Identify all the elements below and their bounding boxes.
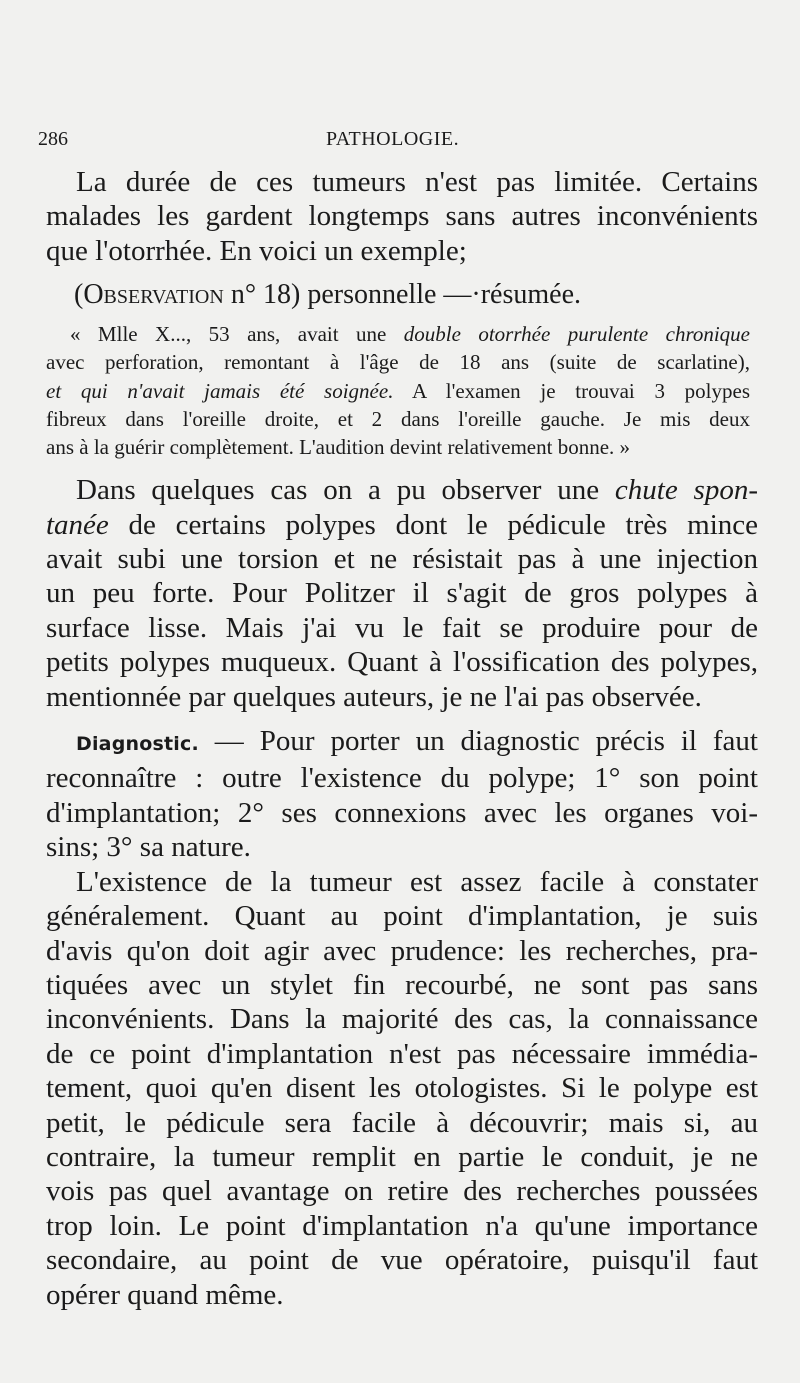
text-line: petits polypes muqueux. Quant à l'ossification des polypes,	[46, 646, 758, 679]
observation-paren: (	[74, 279, 84, 311]
page-header	[38, 125, 758, 165]
quote-line: ans à la guérir complètement. L'audition devint relativement bonne. »	[46, 435, 631, 460]
page-number: 286	[38, 128, 68, 150]
text-line: secondaire, au point de vue opératoire, puisqu'il faut	[46, 1244, 758, 1277]
observation-label: Observation	[83, 279, 224, 311]
text-line: de ce point d'implantation n'est pas nécessaire immédia-	[46, 1037, 758, 1070]
text-line: un peu forte. Pour Politzer il s'agit de gros polypes à	[46, 577, 758, 610]
quote-line: avec perforation, remontant à l'âge de 18 ans (suite de scarlatine),	[46, 350, 750, 375]
text-line: mentionnée par quelques auteurs, je ne l'ai pas observée.	[46, 680, 702, 713]
text-line: inconvénients. Dans la majorité des cas, la connaissance	[46, 1003, 758, 1036]
diagnostic-paragraph	[46, 724, 758, 865]
spontaneous-fall-paragraph	[46, 473, 758, 714]
text-line: que l'otorrhée. En voici un exemple;	[46, 234, 467, 267]
observation-rest: n° 18) personnelle —·résumée.	[223, 279, 582, 311]
text-run: — Pour porter un diagnostic précis il faut	[198, 725, 758, 758]
text-line: opérer quand même.	[46, 1278, 284, 1311]
quote-line	[46, 377, 750, 405]
text-line: tiquées avec un stylet fin recourbé, ne sont pas sans	[46, 968, 758, 1001]
text-line	[46, 508, 758, 542]
text-italic: tanée	[46, 508, 109, 541]
text-run: Dans quelques cas on a pu observer une	[76, 474, 615, 507]
quote-italic: et qui n'avait jamais été soignée.	[46, 378, 394, 403]
text-line: d'avis qu'on doit agir avec prudence: les recherches, pra-	[46, 934, 758, 967]
quote-line	[46, 320, 750, 348]
text-line: sins; 3° sa nature.	[46, 831, 251, 864]
text-line: reconnaître : outre l'existence du polype; 1° son point	[46, 762, 758, 795]
quote-line: fibreux dans l'oreille droite, et 2 dans l'oreille gauche. Je mis deux	[46, 406, 750, 431]
quote-text: A l'examen je trouvai 3 polypes	[393, 378, 750, 403]
text-line: malades les gardent longtemps sans autres inconvénients	[46, 200, 758, 233]
diagnostic-heading: Diagnostic.	[76, 733, 199, 756]
implantation-paragraph	[46, 865, 758, 1312]
running-title: PATHOLOGIE.	[326, 128, 460, 150]
intro-paragraph	[46, 165, 758, 268]
quote-italic: double otorrhée purulente chronique	[403, 322, 751, 347]
text-line: surface lisse. Mais j'ai vu le fait se produire pour de	[46, 611, 758, 644]
text-italic: chute spon-	[614, 474, 758, 507]
text-line: avait subi une torsion et ne résistait pas à une injection	[46, 543, 758, 576]
text-line: généralement. Quant au point d'implantation, je suis	[46, 900, 758, 933]
text-line: tement, quoi qu'en disent les otologistes. Si le polype est	[46, 1072, 758, 1105]
text-line	[46, 473, 758, 507]
text-line: contraire, la tumeur remplit en partie le conduit, je ne	[46, 1140, 758, 1173]
observation-heading	[74, 278, 758, 312]
text-run: de certains polypes dont le pédicule très mince	[108, 508, 758, 541]
text-line: trop loin. Le point d'implantation n'a qu'une importance	[46, 1209, 758, 1242]
quote-text: « Mlle X..., 53 ans, avait une	[70, 322, 404, 347]
text-line	[46, 724, 758, 761]
text-line: vois pas quel avantage on retire des recherches poussées	[46, 1175, 758, 1208]
text-line: petit, le pédicule sera facile à découvrir; mais si, au	[46, 1106, 758, 1139]
text-line: L'existence de la tumeur est assez facile à constater	[76, 865, 758, 898]
observation-quote	[46, 320, 750, 461]
text-line: d'implantation; 2° ses connexions avec les organes voi-	[46, 796, 758, 829]
text-line: La durée de ces tumeurs n'est pas limitée. Certains	[76, 166, 758, 198]
